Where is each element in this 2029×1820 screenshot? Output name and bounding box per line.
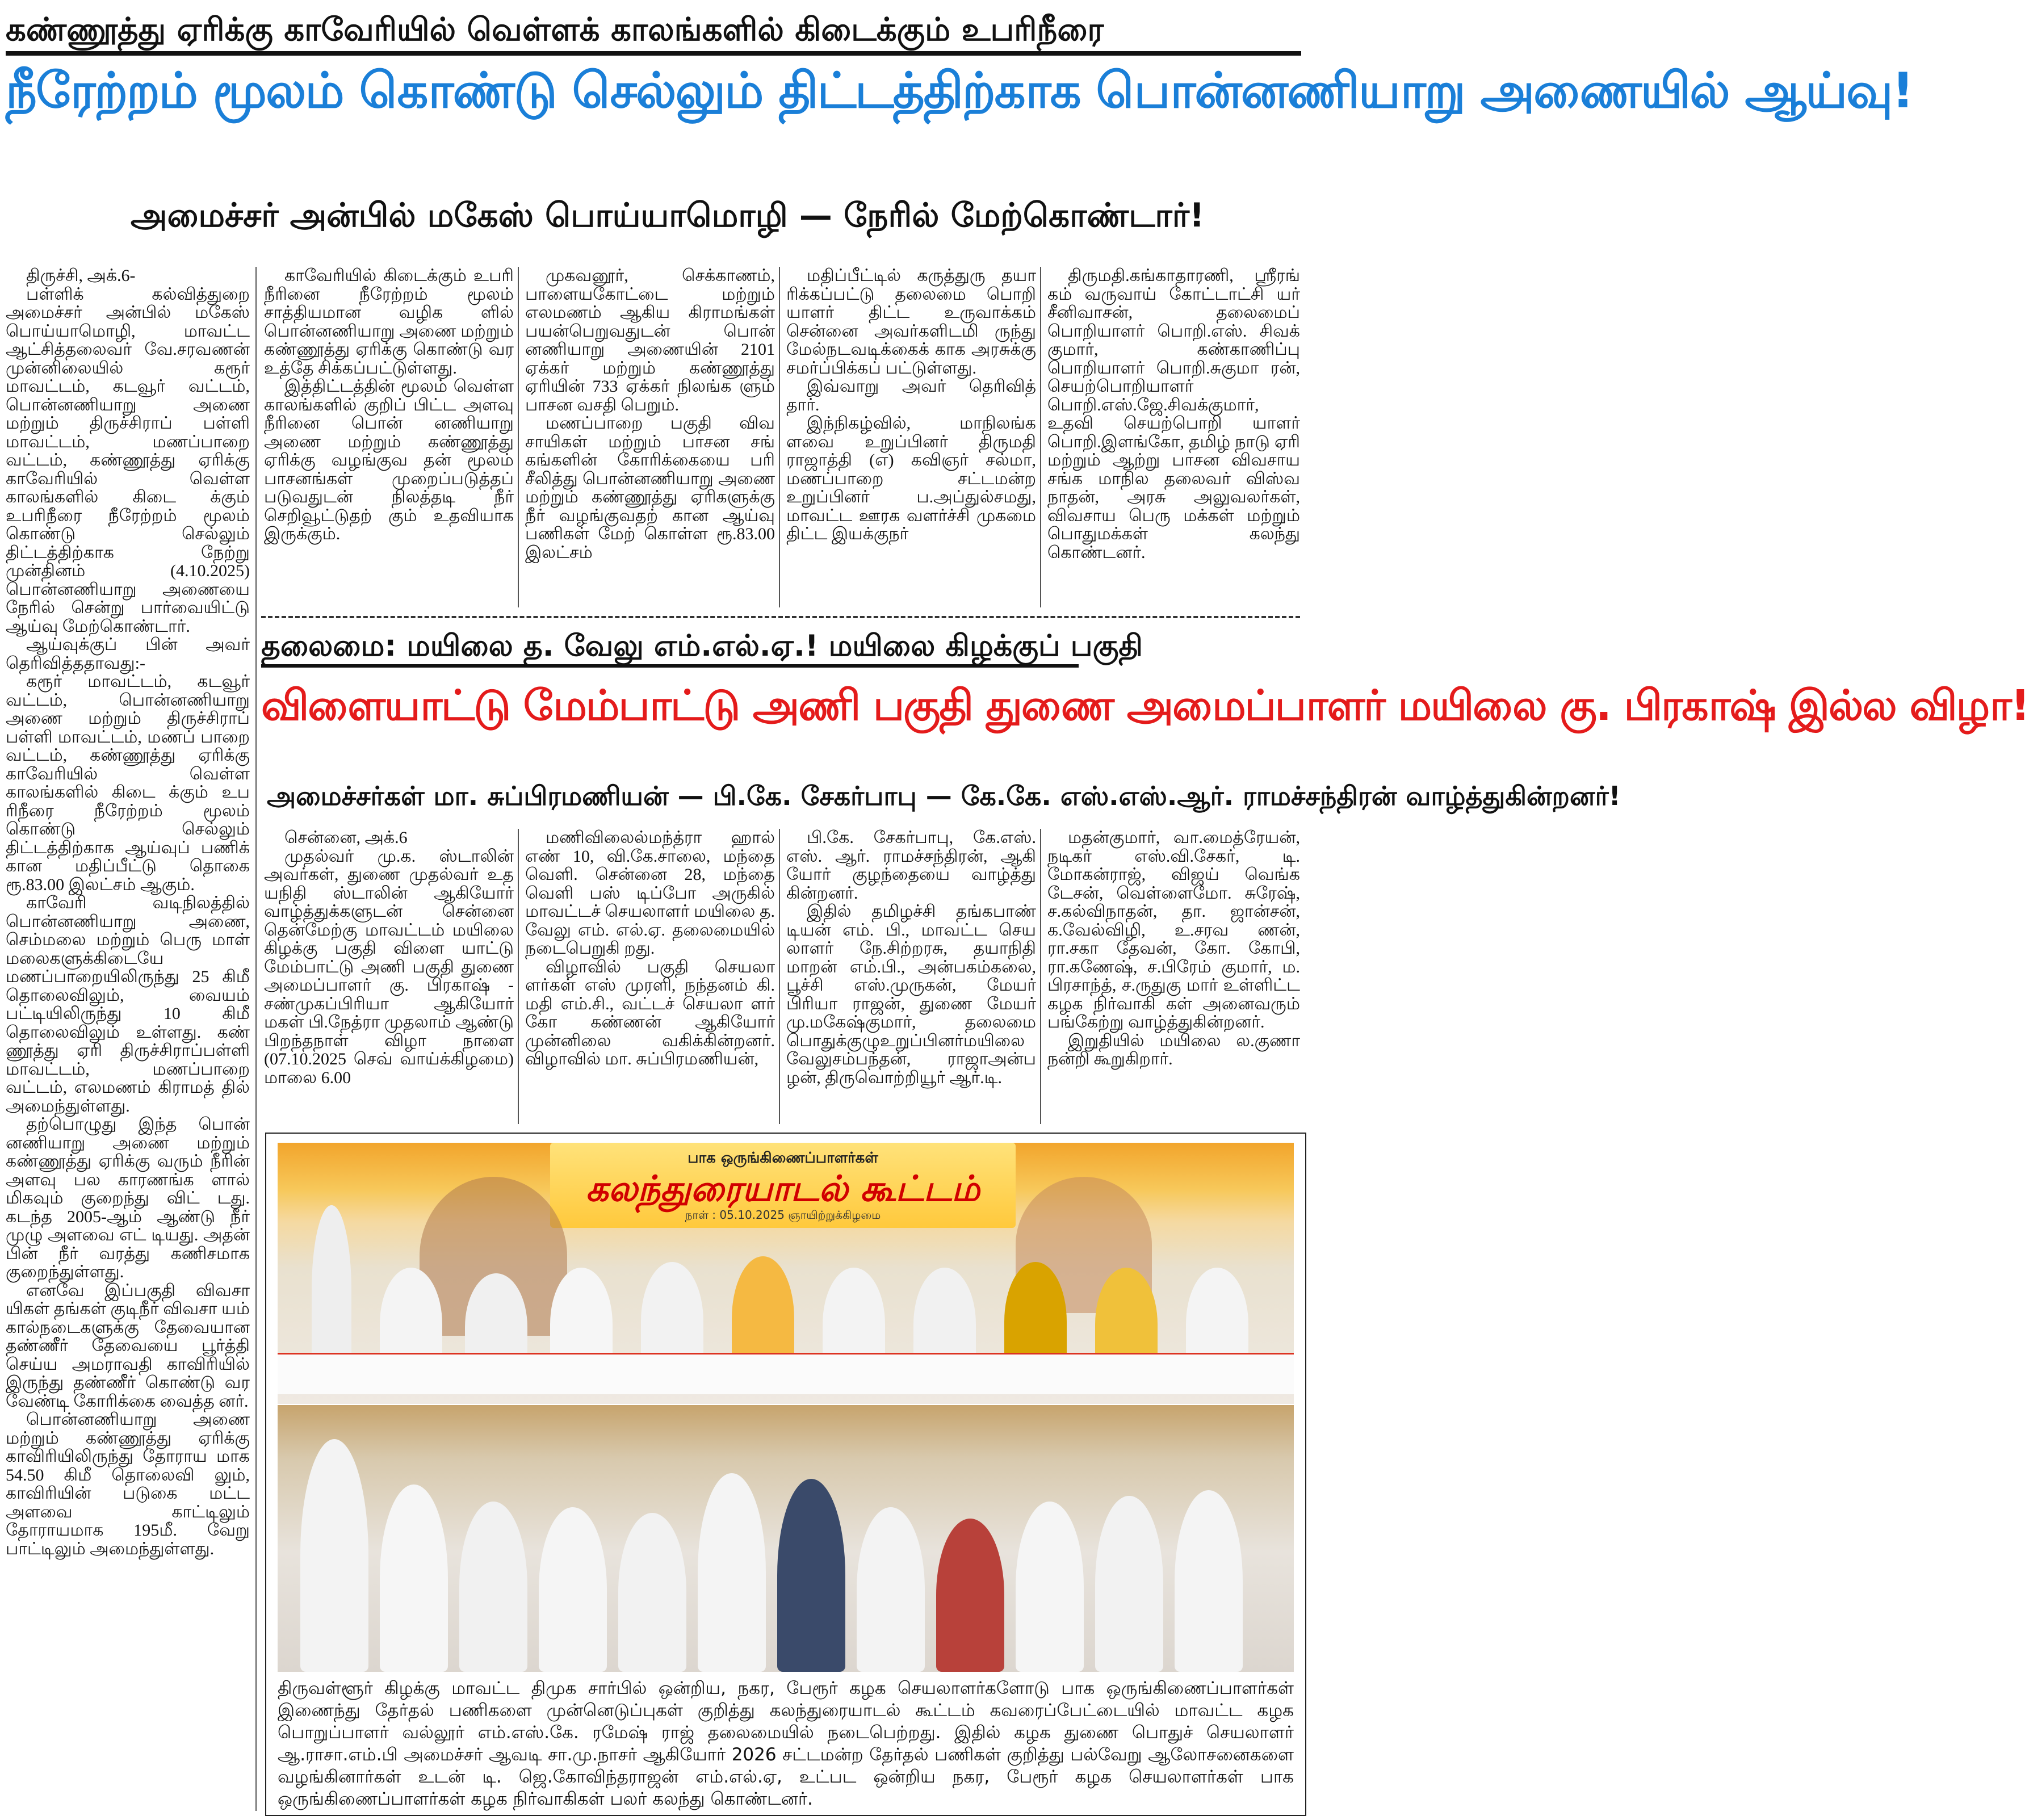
meeting-stage-photo: [278, 1143, 1294, 1404]
paragraph: முகவனூர், செக்காணம், பாளையகோட்டை மற்றும் எலமணம் ஆகிய கிராமங்கள் பயன்பெறுவதுடன் பொன் னணியாறு அணையின் 2101 ஏக்கர் மற்றும் கண்ணூத்து ஏரியின் 733 ஏக்கர் நிலங்க ளும் பாசன வசதி பெறும்.: [525, 266, 775, 414]
paragraph: மதிப்பீட்டில் கருத்துரு தயா ரிக்கப்பட்டு தலைமை பொறி யாளர் திட்ட உருவாக்கம் சென்னை அவர்களிடமி ருந்து மேல்நடவடிக்கைக் காக அரசுக்கு சமர்ப்பிக்கப் பட்டுள்ளது.: [786, 266, 1036, 378]
story1-kicker: கண்ணூத்து ஏரிக்கு காவேரியில் வெள்ளக் காலங்களில் கிடைக்கும் உபரிநீரை: [6, 11, 1104, 48]
audience-figure: [1016, 1502, 1084, 1672]
audience-figure: [936, 1519, 1004, 1672]
paragraph: இறுதியில் மயிலை ல.குணா நன்றி கூறுகிறார்.: [1047, 1031, 1300, 1068]
column-rule: [255, 267, 257, 1811]
banner-date: நாள் : 05.10.2025 ஞாயிற்றுக்கிழமை: [685, 1208, 881, 1222]
story1-subhead: அமைச்சர் அன்பில் மகேஸ் பொய்யாமொழி — நேரில் மேற்கொண்டார்!: [131, 196, 1205, 234]
paragraph: மணப்பாறை பகுதி விவ சாயிகள் மற்றும் பாசன சங் கங்களின் கோரிக்கையை பரி சீலித்து பொன்னணியாறு அணை மற்றும் கண்ணூத்து ஏரிகளுக்கு நீர் வழங்குவதற் கான ஆய்வு பணிகள் மேற் கொள்ள ரூ.83.00 இலட்சம்: [525, 414, 775, 562]
column-rule: [1040, 829, 1041, 1124]
story1-column-1: [6, 267, 250, 1811]
story2-column-2: [525, 829, 775, 1124]
section-divider: [261, 616, 1300, 618]
paragraph: எனவே இப்பகுதி விவசா யிகள் தங்கள் குடிநீர் விவசா யம் கால்நடைகளுக்கு தேவையான தண்ணீர் தேவையை பூர்த்தி செய்ய அமராவதி காவிரியில் இருந்து தண்ணீர் கொண்டு வர வேண்டி கோரிக்கை வைத்த னர்.: [6, 1281, 250, 1411]
audience-figure: [857, 1507, 925, 1672]
paragraph: காவேரி வடிநிலத்தில் பொன்னணியாறு அணை, செம்மலை மற்றும் பெரு மாள் மலைகளுக்கிடையே மணப்பாறையிலிருந்து 25 கிமீ தொலைவிலும், வையம் பட்டியிலிருந்து 10 கிமீ தொலைவிலும் உள்ளது. கண் ணூத்து ஏரி திருச்சிராப்பள்ளி மாவட்டம், மணப்பாறை வட்டம், எலமணம் கிராமத் தில் அமைந்துள்ளது.: [6, 894, 250, 1116]
paragraph: மணிவிலைல்மந்த்ரா ஹால் எண் 10, வி.கே.சாலை, மந்தை வெளி. சென்னை 28, மந்தை வெளி பஸ் டிப்போ அருகில் மாவட்டச் செயலாளர் மயிலை த. வேலு எம். எல்.ஏ. தலைமையில் நடைபெறுகி றது.: [525, 828, 775, 958]
photo-caption: திருவள்ளூர் கிழக்கு மாவட்ட திமுக சார்பில் ஒன்றிய, நகர, பேரூர் கழக செயலாளர்களோடு பாக ஒருங்கிணைப்பாளர்கள் இணைந்து தேர்தல் பணிகளை முன்னெடுப்புகள் குறித்து கலந்துரையாடல் கூட்டம் கவரைப்பேட்டையில் மாவட்ட கழக பொறுப்பாளர் வல்லூர் எம்.எஸ்.கே. ரமேஷ் ராஜ் தலைமையில் நடைபெற்றது. இதில் கழக துணை பொதுச் செயலாளர் ஆ.ராசா.எம்.பி அமைச்சர் ஆவடி சா.மு.நாசர் ஆகியோர் 2026 சட்டமன்ற தேர்தல் பணிகள் குறித்து பல்வேறு ஆலோசனைகளை வழங்கினார்கள் உடன் டி. ஜெ.கோவிந்தராஜன் எம்.எல்.ஏ, உட்பட ஒன்றிய நகர, பேரூர் கழக செயலாளர்கள் பாக ஒருங்கிணைப்பாளர்கள் கழக நிர்வாகிகள் பலர் கலந்து கொண்டனர்.: [278, 1678, 1294, 1809]
story2-column-1: [264, 829, 514, 1124]
kicker-underline: [6, 51, 1301, 56]
paragraph: ஆய்வுக்குப் பின் அவர் தெரிவித்ததாவது:-: [6, 635, 250, 673]
paragraph: பி.கே. சேகர்பாபு, கே.எஸ். எஸ். ஆர். ராமச்சந்திரன், ஆகி யோர் குழந்தையை வாழ்த்து கின்றனர்.: [786, 828, 1036, 903]
paragraph: இந்நிகழ்வில், மாநிலங்க ளவை உறுப்பினர் திருமதி ராஜாத்தி (எ) கவிஞர் சல்மா, மணப்பாறை சட்டமன்ற உறுப்பினர் ப.அப்துல்சமது, மாவட்ட ஊரக வளர்ச்சி முகமை திட்ட இயக்குநர்: [786, 414, 1036, 543]
story2-column-3: [786, 829, 1036, 1124]
story1-column-3: [525, 267, 775, 607]
audience-figure: [618, 1513, 686, 1672]
story1-column-2: [264, 267, 514, 607]
story1-column-4: [786, 267, 1036, 607]
audience-figure: [380, 1484, 448, 1672]
paragraph: விழாவில் பகுதி செயலா ளர்கள் எஸ் முரளி, நந்தனம் கி. மதி எம்.சி., வட்டச் செயலா ளர் கோ கண்ணன் ஆகியோர் முன்னிலை வகிக்கின்றனர். விழாவில் மா. சுப்பிரமணியன்,: [525, 957, 775, 1068]
audience-figure: [1095, 1496, 1163, 1672]
column-rule: [1040, 267, 1041, 607]
audience-figure: [459, 1502, 527, 1672]
column-rule: [518, 267, 519, 607]
paragraph: திருமதி.கங்காதாரணி, ஸ்ரீரங் கம் வருவாய் கோட்டாட்சி யர் சீனிவாசன், தலைமைப் பொறியாளர் பொறி.எஸ். சிவக் குமார், கண்காணிப்பு பொறியாளர் பொறி.சுகுமா ரன், செயற்பொறியாளர் பொறி.எஸ்.ஜே.சிவக்குமார், உதவி செயற்பொறி யாளர் பொறி.இளங்கோ, தமிழ் நாடு ஏரி மற்றும் ஆற்று பாசன விவசாய சங்க மாநில தலைவர் விஸ்வ நாதன், அரசு அலுவலர்கள், விவசாய பெரு மக்கள் மற்றும் பொதுமக்கள் கலந்து கொண்டனர்.: [1047, 266, 1300, 562]
paragraph: இவ்வாறு அவர் தெரிவித் தார்.: [786, 377, 1036, 414]
banner-subtitle: பாக ஒருங்கிணைப்பாளர்கள்: [687, 1150, 878, 1167]
story1-headline: நீரேற்றம் மூலம் கொண்டு செல்லும் திட்டத்திற்காக பொன்னணியாறு அணையில் ஆய்வு!: [6, 62, 1913, 119]
audience-figure: [698, 1473, 766, 1672]
paragraph: தற்பொழுது இந்த பொன் னணியாறு அணை மற்றும் கண்ணூத்து ஏரிக்கு வரும் நீரின் அளவு பல காரணங்க ளால் மிகவும் குறைந்து விட் டது. கடந்த 2005-ஆம் ஆண்டு நீர் முழு அளவை எட் டியது. அதன் பின் நீர் வரத்து கணிசமாக குறைந்துள்ளது.: [6, 1115, 250, 1281]
head-table: [278, 1353, 1294, 1394]
story2-kicker: தலைமை: மயிலை த. வேலு எம்.எல்.ஏ.! மயிலை கிழக்குப் பகுதி: [261, 629, 1143, 663]
story1-column-5: [1047, 267, 1300, 607]
paragraph: திருச்சி, அக்.6-: [26, 266, 136, 285]
paragraph: சென்னை, அக்.6: [284, 828, 408, 847]
column-rule: [779, 829, 780, 1124]
paragraph: கரூர் மாவட்டம், கடவூர் வட்டம், பொன்னணியாறு அணை மற்றும் திருச்சிராப் பள்ளி மாவட்டம், மணப் பாறை வட்டம், கண்ணூத்து ஏரிக்கு காவேரியில் வெள்ள காலங்களில் கிடை க்கும் உப ரிநீரை நீரேற்றம் மூலம் கொண்டு செல்லும் திட்டத்திற்காக ஆய்வுப் பணிக் கான மதிப்பீட்டு தொகை ரூ.83.00 இலட்சம் ஆகும்.: [6, 672, 250, 894]
column-rule: [779, 267, 780, 607]
banner-title: கலந்துரையாடல் கூட்டம்: [585, 1168, 980, 1209]
paragraph: பள்ளிக் கல்வித்துறை அமைச்சர் அன்பில் மகேஸ் பொய்யாமொழி, மாவட்ட ஆட்சித்தலைவர் வே.சரவணன் முன்னிலையில் கரூர் மாவட்டம், கடவூர் வட்டம், பொன்னணியாறு அணை மற்றும் திருச்சிராப் பள்ளி மாவட்டம், மணப்பாறை வட்டம், கண்ணூத்து ஏரிக்கு காவேரியில் வெள்ள காலங்களில் கிடை க்கும் உபரிநீரை நீரேற்றம் மூலம் கொண்டு செல்லும் திட்டத்திற்காக நேற்று முன்தினம் (4.10.2025) பொன்னணியாறு அணையை நேரில் சென்று பார்வையிட்டு ஆய்வு மேற்கொண்டார்.: [6, 284, 250, 636]
paragraph: மதன்குமார், வா.மைத்ரேயன், நடிகர் எஸ்.வி.சேகர், டி. மோகன்ராஜ், விஜய் வெங்க டேசன், வெள்ளைமோ. சுரேஷ், ச.கல்விநாதன், தா. ஜான்சன், க.வேல்விழி, உ.சரவ ணன், ரா.சகா தேவன், கோ. கோபி, ரா.கணேஷ், ச.பிரேம் குமார், ம. பிரசாந்த், ச.ருதுகு மார் உள்ளிட்ட கழக நிர்வாகி கள் அனைவரும் பங்கேற்று வாழ்த்துகின்றனர்.: [1047, 828, 1300, 1031]
kicker-underline: [261, 664, 1079, 668]
speaker-figure: [312, 1205, 351, 1376]
photo-box: [265, 1133, 1306, 1816]
audience-figure: [777, 1479, 845, 1672]
story2-column-4: [1047, 829, 1300, 1124]
story2-headline: விளையாட்டு மேம்பாட்டு அணி பகுதி துணை அமைப்பாளர் மயிலை கு. பிரகாஷ் இல்ல விழா!: [261, 681, 2029, 730]
audience-figure: [300, 1439, 368, 1672]
audience-figure: [1175, 1490, 1243, 1672]
audience-figure: [539, 1507, 607, 1672]
stage-banner: [550, 1143, 1016, 1228]
paragraph: காவேரியில் கிடைக்கும் உபரி நீரினை நீரேற்றம் மூலம் சாத்தியமான வழிக ளில் பொன்னணியாறு அணை மற்றும் கண்ணூத்து ஏரிக்கு கொண்டு வர உத்தே சிக்கப்பட்டுள்ளது.: [264, 266, 514, 378]
paragraph: இத்திட்டத்தின் மூலம் வெள்ள காலங்களில் குறிப் பிட்ட அளவு நீரினை பொன் னணியாறு அணை மற்றும் கண்ணூத்து ஏரிக்கு வழங்குவ தன் மூலம் பாசனங்கள் முறைப்படுத்தப் படுவதுடன் நிலத்தடி நீர் செறிவூட்டுதற் கும் உதவியாக இருக்கும்.: [264, 377, 514, 543]
story2-subhead: அமைச்சர்கள் மா. சுப்பிரமணியன் — பி.கே. சேகர்பாபு — கே.கே. எஸ்.எஸ்.ஆர். ராமச்சந்திரன் வாழ்த்துகின்றனர்!: [267, 781, 1621, 811]
paragraph: இதில் தமிழச்சி தங்கபாண் டியன் எம். பி., மாவட்ட செய லாளர் நே.சிற்றரசு, தயாநிதி மாறன் எம்.பி., அன்பகம்கலை, பூச்சி எஸ்.முருகன், மேயர் பிரியா ராஜன், துணை மேயர் மு.மகேஷ்குமார், தலைமை பொதுக்குழுஉறுப்பினர்மயிலை வேலுசம்பந்தன், ராஜாஅன்ப ழன், திருவொற்றியூர் ஆர்.டி.: [786, 902, 1036, 1087]
audience-photo: [278, 1405, 1294, 1672]
paragraph: பொன்னணியாறு அணை மற்றும் கண்ணூத்து ஏரிக்கு காவிரியிலிருந்து தோராய மாக 54.50 கிமீ தொலைவி லும், காவிரியின் படுகை மட்ட அளவை காட்டிலும் தோராயமாக 195மீ. வேறு பாட்டிலும் அமைந்துள்ளது.: [6, 1410, 250, 1558]
column-rule: [518, 829, 519, 1124]
paragraph: முதல்வர் மு.க. ஸ்டாலின் அவர்கள், துணை முதல்வர் உத யநிதி ஸ்டாலின் ஆகியோர் வாழ்த்துக்களுடன் சென்னை தென்மேற்கு மாவட்டம் மயிலை கிழக்கு பகுதி விளை யாட்டு மேம்பாட்டு அணி பகுதி துணை அமைப்பாளர் கு. பிரகாஷ் - சண்முகப்பிரியா ஆகியோர் மகள் பி.நேத்ரா முதலாம் ஆண்டு பிறந்தநாள் விழா நாளை (07.10.2025 செவ் வாய்க்கிழமை) மாலை 6.00: [264, 846, 514, 1087]
